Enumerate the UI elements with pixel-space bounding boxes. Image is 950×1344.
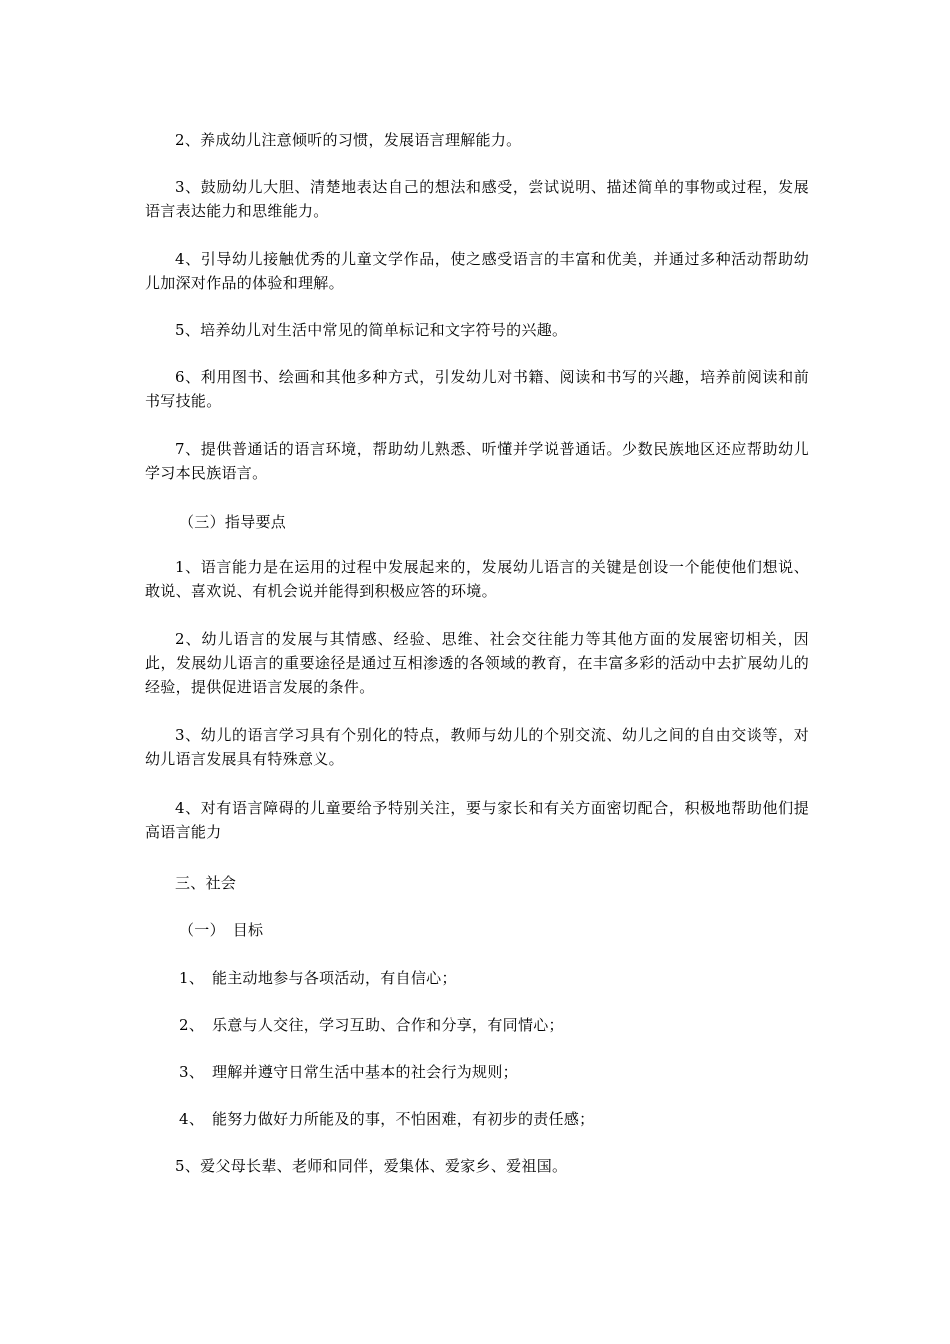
- society-goal-4: 4、 能努力做好力所能及的事，不怕困难，有初步的责任感；: [179, 1110, 595, 1128]
- paragraph-language-goal-3: 3、鼓励幼儿大胆、清楚地表达自己的想法和感受，尝试说明、描述简单的事物或过程，发展语言表达能力和思维能力。: [145, 178, 809, 220]
- section-heading-society: 三、社会: [175, 874, 237, 892]
- paragraph-guidance-1: 1、语言能力是在运用的过程中发展起来的，发展幼儿语言的关键是创设一个能使他们想说、敢说、喜欢说、有机会说并能得到积极应答的环境。: [145, 558, 809, 600]
- section-heading-guidance: （三）指导要点: [179, 513, 287, 531]
- paragraph-language-goal-2: 2、养成幼儿注意倾听的习惯，发展语言理解能力。: [175, 131, 522, 149]
- paragraph-language-goal-4: 4、引导幼儿接触优秀的儿童文学作品，使之感受语言的丰富和优美，并通过多种活动帮助幼儿加深对作品的体验和理解。: [145, 250, 809, 292]
- society-goal-1: 1、 能主动地参与各项活动，有自信心；: [179, 969, 457, 987]
- paragraph-language-goal-6: 6、利用图书、绘画和其他多种方式，引发幼儿对书籍、阅读和书写的兴趣，培养前阅读和前书写技能。: [145, 368, 809, 410]
- paragraph-language-goal-5: 5、培养幼儿对生活中常见的简单标记和文字符号的兴趣。: [175, 321, 568, 339]
- society-goal-2: 2、 乐意与人交往，学习互助、合作和分享，有同情心；: [179, 1016, 564, 1034]
- society-goal-3: 3、 理解并遵守日常生活中基本的社会行为规则；: [179, 1063, 518, 1081]
- paragraph-language-goal-7: 7、提供普通话的语言环境，帮助幼儿熟悉、听懂并学说普通话。少数民族地区还应帮助幼儿学习本民族语言。: [145, 440, 809, 482]
- society-goal-5: 5、爱父母长辈、老师和同伴，爱集体、爱家乡、爱祖国。: [175, 1157, 568, 1175]
- paragraph-guidance-4: 4、对有语言障碍的儿童要给予特别关注，要与家长和有关方面密切配合，积极地帮助他们提高语言能力: [145, 799, 809, 841]
- section-heading-goals: （一） 目标: [179, 921, 264, 939]
- paragraph-guidance-2: 2、幼儿语言的发展与其情感、经验、思维、社会交往能力等其他方面的发展密切相关，因此，发展幼儿语言的重要途径是通过互相渗透的各领域的教育，在丰富多彩的活动中去扩展幼儿的经验，提供促进语言发展的条件。: [145, 630, 809, 696]
- paragraph-guidance-3: 3、幼儿的语言学习具有个别化的特点，教师与幼儿的个别交流、幼儿之间的自由交谈等，对幼儿语言发展具有特殊意义。: [145, 726, 809, 768]
